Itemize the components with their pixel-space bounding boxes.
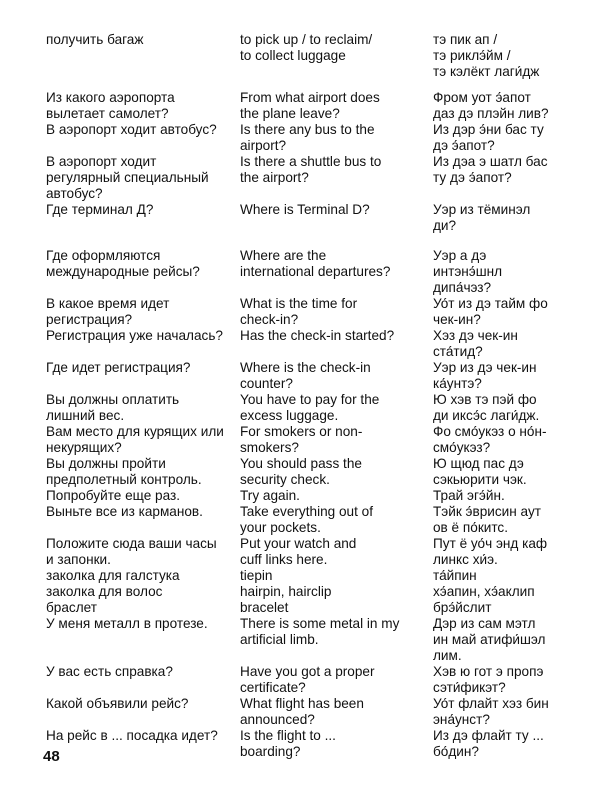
page-number: 48 — [43, 748, 60, 765]
transcription: та́йпин — [433, 568, 477, 583]
phrase-row — [46, 202, 576, 234]
phrase-row — [46, 32, 576, 80]
transcription: брэ́йслит — [433, 600, 492, 615]
english-phrase: Try again. — [240, 488, 300, 503]
english-phrase: Has the check-in started? — [240, 328, 395, 343]
russian-phrase: заколка для волос — [46, 584, 163, 599]
transcription: Из дэр э́ни бас ту дэ э́апот? — [433, 122, 544, 153]
russian-phrase: В аэропорт ходит автобус? — [46, 122, 217, 137]
transcription: Ю щюд пас дэ сэкьюрити чэк. — [433, 456, 527, 487]
russian-phrase: Попробуйте еще раз. — [46, 488, 181, 503]
transcription: Фром уот э́апот даз дэ плэйн лив? — [433, 90, 549, 121]
phrase-row — [46, 488, 576, 504]
english-phrase: Where are the international departures? — [240, 248, 391, 279]
english-phrase: What flight has been announced? — [240, 696, 364, 727]
russian-phrase: заколка для галстука — [46, 568, 180, 583]
english-phrase: Where is Terminal D? — [240, 202, 370, 217]
phrase-row — [46, 616, 576, 664]
russian-phrase: Где терминал Д? — [46, 202, 154, 217]
phrase-row — [46, 122, 576, 154]
transcription: Фо смо́укэз о но́н- смо́укэз? — [433, 424, 547, 455]
russian-phrase: Положите сюда ваши часы и запонки. — [46, 536, 217, 567]
english-phrase: tiepin — [240, 568, 273, 583]
english-phrase: Is there any bus to the airport? — [240, 122, 375, 153]
russian-phrase: Выньте все из карманов. — [46, 504, 203, 519]
russian-phrase: На рейс в ... посадка идет? — [46, 728, 218, 743]
english-phrase: bracelet — [240, 600, 289, 615]
phrase-row — [46, 696, 576, 728]
phrase-row — [46, 296, 576, 328]
phrase-row — [46, 456, 576, 488]
russian-phrase: Регистрация уже началась? — [46, 328, 223, 343]
transcription: тэ пик ап / тэ риклэ́йм / тэ кэлёкт лаги́дж — [433, 32, 540, 79]
russian-phrase: браслет — [46, 600, 97, 615]
english-phrase: For smokers or non- smokers? — [240, 424, 363, 455]
transcription: Хэз дэ чек-ин ста́тид? — [433, 328, 518, 359]
phrase-row — [46, 392, 576, 424]
phrase-row — [46, 664, 576, 696]
english-phrase: Is there a shuttle bus to the airport? — [240, 154, 382, 185]
russian-phrase: Где идет регистрация? — [46, 360, 191, 375]
russian-phrase: Какой объявили рейс? — [46, 696, 189, 711]
phrase-row — [46, 154, 576, 202]
transcription: Уо́т флайт хэз бин эна́унст? — [433, 696, 549, 727]
english-phrase: to pick up / to reclaim/ to collect luggage — [240, 32, 373, 63]
english-phrase: Is the flight to ... boarding? — [240, 728, 336, 759]
phrase-row — [46, 728, 576, 760]
transcription: Из дэа э шатл бас ту дэ э́апот? — [433, 154, 548, 185]
transcription: Трай эгэ́йн. — [433, 488, 505, 503]
english-phrase: Take everything out of your pockets. — [240, 504, 373, 535]
phrase-row — [46, 90, 576, 122]
phrase-row — [46, 584, 576, 600]
russian-phrase: В аэропорт ходит регулярный специальный автобус? — [46, 154, 209, 201]
english-phrase: You have to pay for the excess luggage. — [240, 392, 380, 423]
transcription: Ю хэв тэ пэй фо ди иксэ́с лаги́дж. — [433, 392, 540, 423]
russian-phrase: получить багаж — [46, 32, 144, 47]
transcription: Хэв ю гот э пропэ сэти́фикэт? — [433, 664, 544, 695]
english-phrase: Put your watch and cuff links here. — [240, 536, 357, 567]
phrase-row — [46, 360, 576, 392]
transcription: хэ́апин, хэ́аклип — [433, 584, 535, 599]
phrase-row — [46, 504, 576, 536]
russian-phrase: У вас есть справка? — [46, 664, 173, 679]
transcription: Уэр из дэ чек-ин ка́унтэ? — [433, 360, 537, 391]
russian-phrase: У меня металл в протезе. — [46, 616, 208, 631]
russian-phrase: Из какого аэропорта вылетает самолет? — [46, 90, 175, 121]
russian-phrase: Вы должны оплатить лишний вес. — [46, 392, 180, 423]
english-phrase: Have you got a proper certificate? — [240, 664, 375, 695]
english-phrase: There is some metal in my artificial limb. — [240, 616, 400, 647]
transcription: Уэр а дэ интэнэ́шнл дипа́чэз? — [433, 248, 503, 295]
russian-phrase: В какое время идет регистрация? — [46, 296, 170, 327]
english-phrase: What is the time for check-in? — [240, 296, 358, 327]
russian-phrase: Вам место для курящих или некурящих? — [46, 424, 224, 455]
transcription: Уо́т из дэ тайм фо чек-ин? — [433, 296, 548, 327]
phrase-row — [46, 424, 576, 456]
phrase-row — [46, 600, 576, 616]
phrase-row — [46, 536, 576, 568]
english-phrase: From what airport does the plane leave? — [240, 90, 380, 121]
english-phrase: Where is the check-in counter? — [240, 360, 371, 391]
russian-phrase: Вы должны пройти предполетный контроль. — [46, 456, 202, 487]
transcription: Тэйк э́врисин аут ов ё по́китс. — [433, 504, 541, 535]
transcription: Уэр из тёминэл ди? — [433, 202, 531, 233]
russian-phrase: Где оформляются международные рейсы? — [46, 248, 200, 279]
english-phrase: You should pass the security check. — [240, 456, 362, 487]
transcription: Дэр из сам мэтл ин май атифи́шэл лим. — [433, 616, 546, 663]
transcription: Пут ё уо́ч энд каф линкс хи́э. — [433, 536, 548, 567]
english-phrase: hairpin, hairclip — [240, 584, 332, 599]
phrase-row — [46, 248, 576, 296]
phrase-row — [46, 568, 576, 584]
transcription: Из дэ флайт ту ... бо́дин? — [433, 728, 544, 759]
phrase-row — [46, 328, 576, 360]
phrase-table — [46, 32, 576, 760]
